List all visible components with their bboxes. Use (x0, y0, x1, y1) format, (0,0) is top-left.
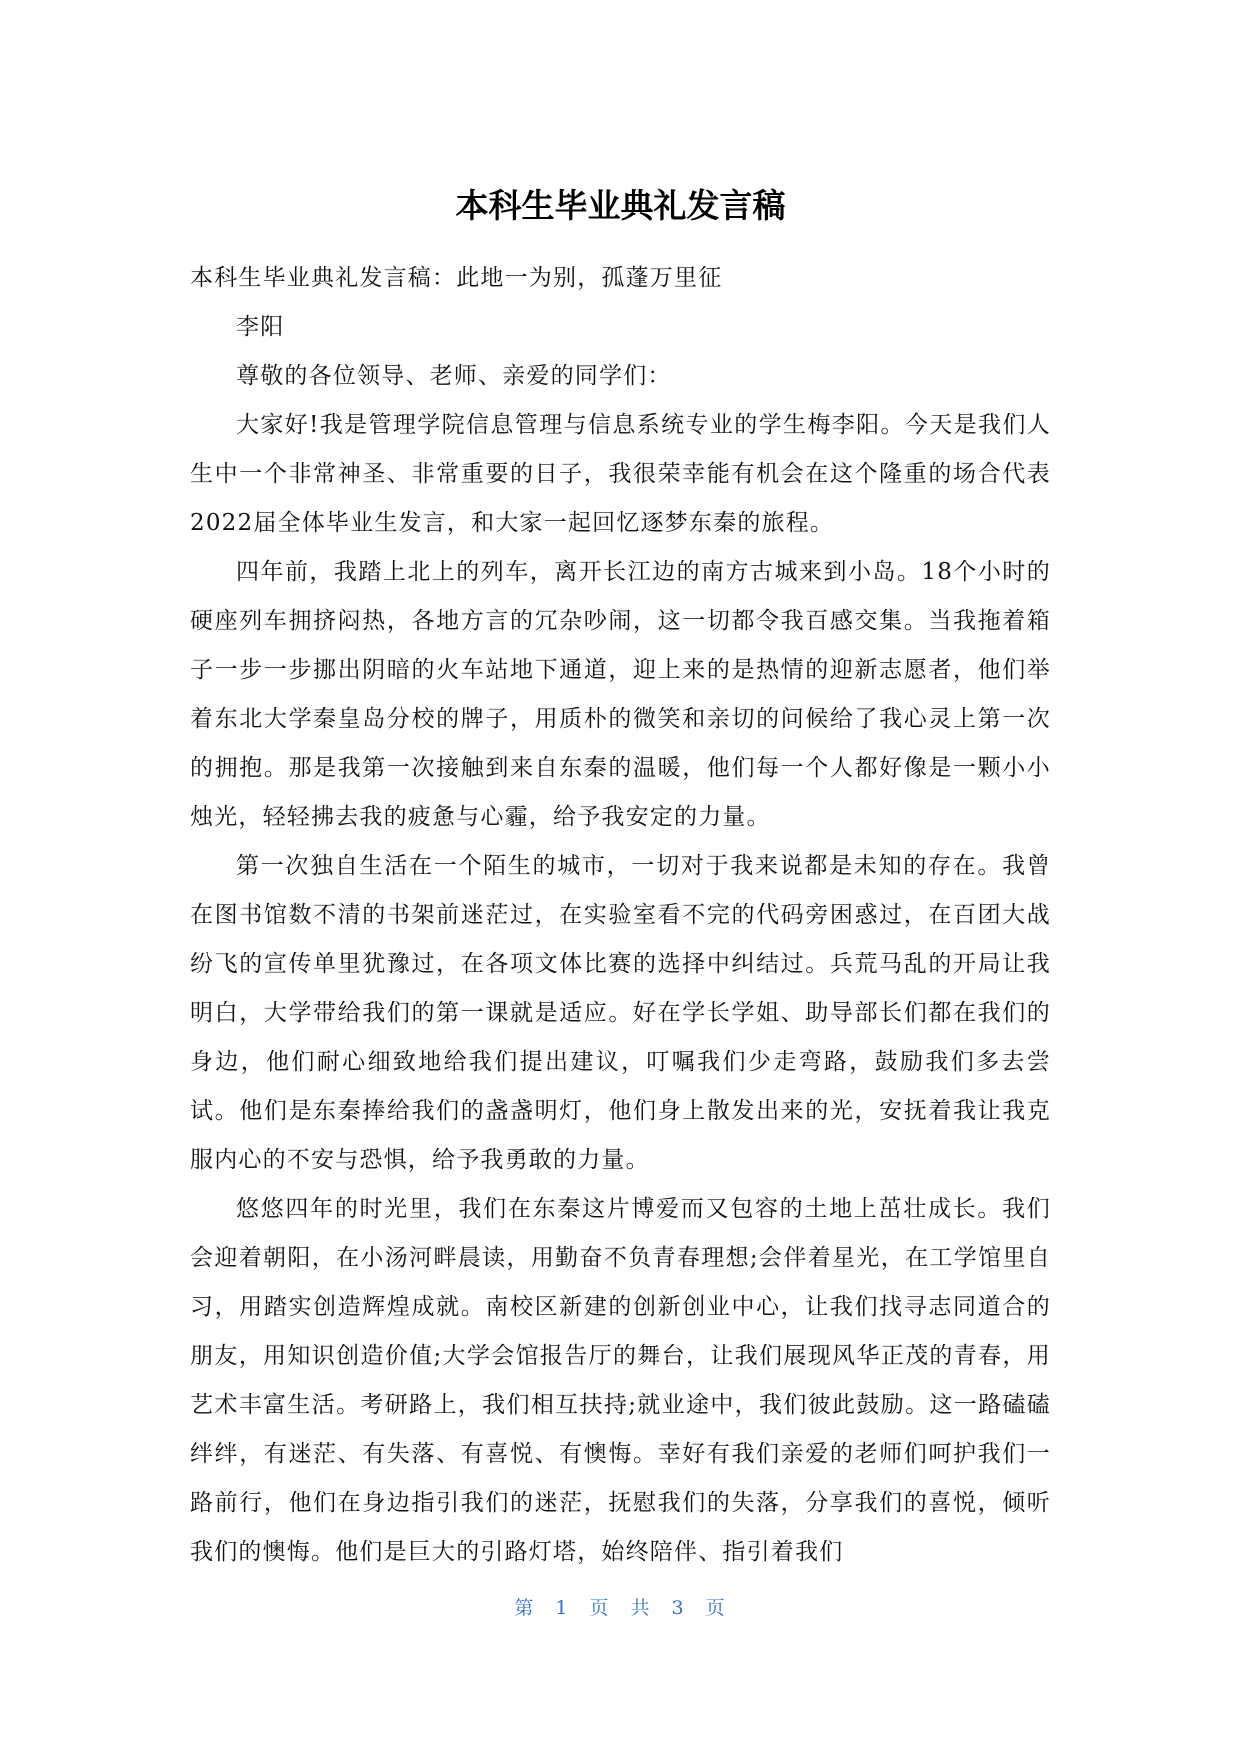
body-paragraph: 大家好!我是管理学院信息管理与信息系统专业的学生梅李阳。今天是我们人生中一个非常神圣、非常重要的日子，我很荣幸能有机会在这个隆重的场合代表2022届全体毕业生发言，和大家一起回忆逐梦东秦的旅程。 (190, 412, 1051, 536)
author-paragraph: 李阳 (236, 314, 285, 340)
document-title: 本科生毕业典礼发言稿 (455, 186, 786, 225)
salutation-paragraph: 尊敬的各位领导、老师、亲爱的同学们： (236, 363, 672, 389)
body-paragraph: 悠悠四年的时光里，我们在东秦这片博爱而又包容的土地上茁壮成长。我们会迎着朝阳，在小汤河畔晨读，用勤奋不负青春理想;会伴着星光，在工学馆里自习，用踏实创造辉煌成就。南校区新建的创新创业中心，让我们找寻志同道合的朋友，用知识创造价值;大学会馆报告厅的舞台，让我们展现风华正茂的青春，用艺术丰富生活。考研路上，我们相互扶持;就业途中，我们彼此鼓励。这一路磕磕绊绊，有迷茫、有失落、有喜悦、有懊悔。幸好有我们亲爱的老师们呵护我们一路前行，他们在身边指引我们的迷茫，抚慰我们的失落，分享我们的喜悦，倾听我们的懊悔。他们是巨大的引路灯塔，始终陪伴、指引着我们 (190, 1196, 1051, 1565)
document-body (190, 254, 1051, 1577)
subtitle-paragraph: 本科生毕业典礼发言稿：此地一为别，孤蓬万里征 (190, 265, 723, 291)
page-footer: 第 1 页 共 3 页 (514, 1597, 727, 1619)
body-paragraph: 四年前，我踏上北上的列车，离开长江边的南方古城来到小岛。18个小时的硬座列车拥挤闷热，各地方言的冗杂吵闹，这一切都令我百感交集。当我拖着箱子一步一步挪出阴暗的火车站地下通道，迎上来的是热情的迎新志愿者，他们举着东北大学秦皇岛分校的牌子，用质朴的微笑和亲切的问候给了我心灵上第一次的拥抱。那是我第一次接触到来自东秦的温暖，他们每一个人都好像是一颗小小烛光，轻轻拂去我的疲惫与心霾，给予我安定的力量。 (190, 559, 1051, 830)
body-paragraph: 第一次独自生活在一个陌生的城市，一切对于我来说都是未知的存在。我曾在图书馆数不清的书架前迷茫过，在实验室看不完的代码旁困惑过，在百团大战纷飞的宣传单里犹豫过，在各项文体比赛的选择中纠结过。兵荒马乱的开局让我明白，大学带给我们的第一课就是适应。好在学长学姐、助导部长们都在我们的身边，他们耐心细致地给我们提出建议，叮嘱我们少走弯路，鼓励我们多去尝试。他们是东秦捧给我们的盏盏明灯，他们身上散发出来的光，安抚着我让我克服内心的不安与恐惧，给予我勇敢的力量。 (190, 853, 1051, 1173)
